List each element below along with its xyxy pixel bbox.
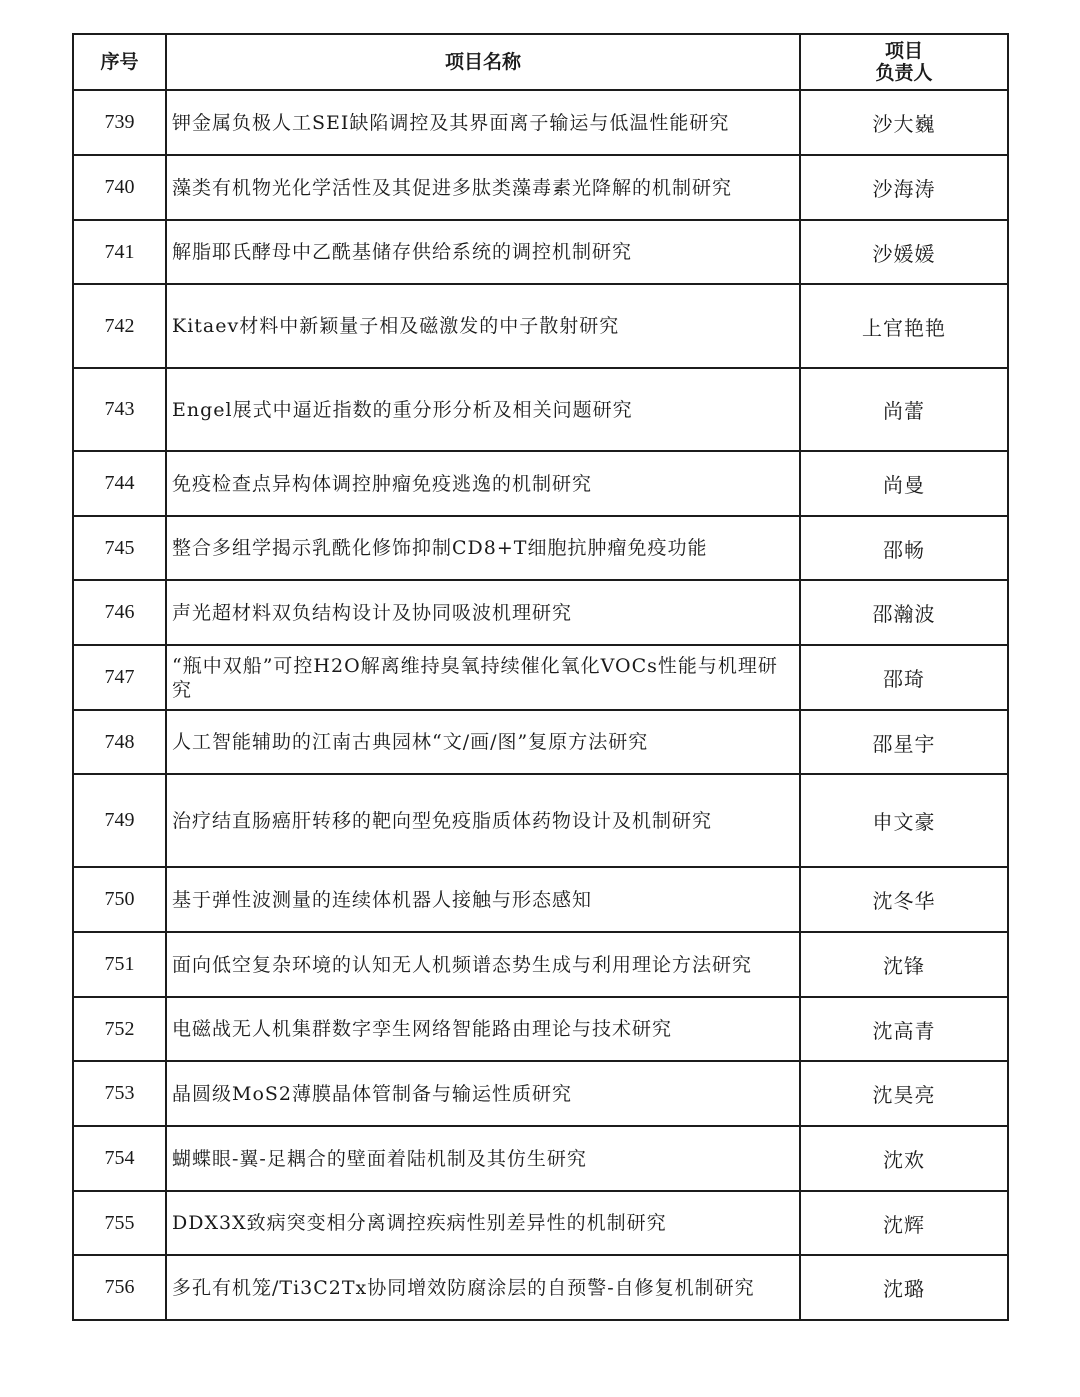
project-name: Kitaev材料中新颖量子相及磁激发的中子散射研究	[166, 284, 800, 368]
row-number: 741	[73, 220, 166, 284]
row-number: 747	[73, 645, 166, 710]
table-row	[73, 451, 1008, 516]
row-number: 752	[73, 997, 166, 1061]
header-leader-line1: 项目	[884, 40, 923, 62]
row-number: 754	[73, 1126, 166, 1191]
project-name: 基于弹性波测量的连续体机器人接触与形态感知	[166, 867, 800, 932]
row-number: 756	[73, 1255, 166, 1320]
row-number: 750	[73, 867, 166, 932]
table-row	[73, 932, 1008, 997]
table-row	[73, 997, 1008, 1061]
row-number: 748	[73, 710, 166, 774]
row-number: 744	[73, 451, 166, 516]
project-leader: 沈昊亮	[800, 1061, 1008, 1126]
table-row	[73, 580, 1008, 645]
row-number: 743	[73, 368, 166, 451]
project-leader: 沈璐	[800, 1255, 1008, 1320]
project-leader: 申文豪	[800, 774, 1008, 867]
row-number: 751	[73, 932, 166, 997]
table-row	[73, 1061, 1008, 1126]
project-leader: 沈冬华	[800, 867, 1008, 932]
project-leader: 沈辉	[800, 1191, 1008, 1255]
project-leader: 尚蕾	[800, 368, 1008, 451]
project-table	[72, 33, 1009, 1321]
table-row	[73, 710, 1008, 774]
project-name: 多孔有机笼/Ti3C2Tx协同增效防腐涂层的自预警-自修复机制研究	[166, 1255, 800, 1320]
project-leader: 邵瀚波	[800, 580, 1008, 645]
project-name: 晶圆级MoS2薄膜晶体管制备与输运性质研究	[166, 1061, 800, 1126]
header-project-name: 项目名称	[166, 34, 800, 90]
table-row	[73, 90, 1008, 155]
header-row	[73, 34, 1008, 90]
project-leader: 沈欢	[800, 1126, 1008, 1191]
row-number: 755	[73, 1191, 166, 1255]
table-row	[73, 1126, 1008, 1191]
row-number: 745	[73, 516, 166, 580]
table-row	[73, 220, 1008, 284]
table-row	[73, 1255, 1008, 1320]
project-name: 免疫检查点异构体调控肿瘤免疫逃逸的机制研究	[166, 451, 800, 516]
project-name: DDX3X致病突变相分离调控疾病性别差异性的机制研究	[166, 1191, 800, 1255]
project-leader: 尚曼	[800, 451, 1008, 516]
table-row	[73, 774, 1008, 867]
project-leader: 沈锋	[800, 932, 1008, 997]
header-leader-line2: 负责人	[875, 62, 933, 84]
table-row	[73, 284, 1008, 368]
project-name: 治疗结直肠癌肝转移的靶向型免疫脂质体药物设计及机制研究	[166, 774, 800, 867]
row-number: 739	[73, 90, 166, 155]
project-name: 声光超材料双负结构设计及协同吸波机理研究	[166, 580, 800, 645]
project-name: 电磁战无人机集群数字孪生网络智能路由理论与技术研究	[166, 997, 800, 1061]
header-number: 序号	[73, 34, 166, 90]
table-row	[73, 516, 1008, 580]
project-name: 面向低空复杂环境的认知无人机频谱态势生成与利用理论方法研究	[166, 932, 800, 997]
project-name: 藻类有机物光化学活性及其促进多肽类藻毒素光降解的机制研究	[166, 155, 800, 220]
project-leader: 上官艳艳	[800, 284, 1008, 368]
row-number: 746	[73, 580, 166, 645]
project-leader: 邵畅	[800, 516, 1008, 580]
table-row	[73, 645, 1008, 710]
project-name: 钾金属负极人工SEI缺陷调控及其界面离子输运与低温性能研究	[166, 90, 800, 155]
project-leader: 沈高青	[800, 997, 1008, 1061]
project-leader: 邵星宇	[800, 710, 1008, 774]
row-number: 742	[73, 284, 166, 368]
row-number: 749	[73, 774, 166, 867]
project-leader: 沙大巍	[800, 90, 1008, 155]
project-leader: 沙媛媛	[800, 220, 1008, 284]
project-leader: 沙海涛	[800, 155, 1008, 220]
row-number: 740	[73, 155, 166, 220]
header-project-leader	[800, 34, 1008, 90]
project-name: Engel展式中逼近指数的重分形分析及相关问题研究	[166, 368, 800, 451]
row-number: 753	[73, 1061, 166, 1126]
project-name: 蝴蝶眼-翼-足耦合的壁面着陆机制及其仿生研究	[166, 1126, 800, 1191]
project-name: “瓶中双船”可控H2O解离维持臭氧持续催化氧化VOCs性能与机理研究	[166, 645, 800, 710]
project-leader: 邵琦	[800, 645, 1008, 710]
table-row	[73, 1191, 1008, 1255]
project-name: 整合多组学揭示乳酰化修饰抑制CD8+T细胞抗肿瘤免疫功能	[166, 516, 800, 580]
table-row	[73, 368, 1008, 451]
project-name: 人工智能辅助的江南古典园林“文/画/图”复原方法研究	[166, 710, 800, 774]
table-row	[73, 867, 1008, 932]
project-name: 解脂耶氏酵母中乙酰基储存供给系统的调控机制研究	[166, 220, 800, 284]
table-row	[73, 155, 1008, 220]
